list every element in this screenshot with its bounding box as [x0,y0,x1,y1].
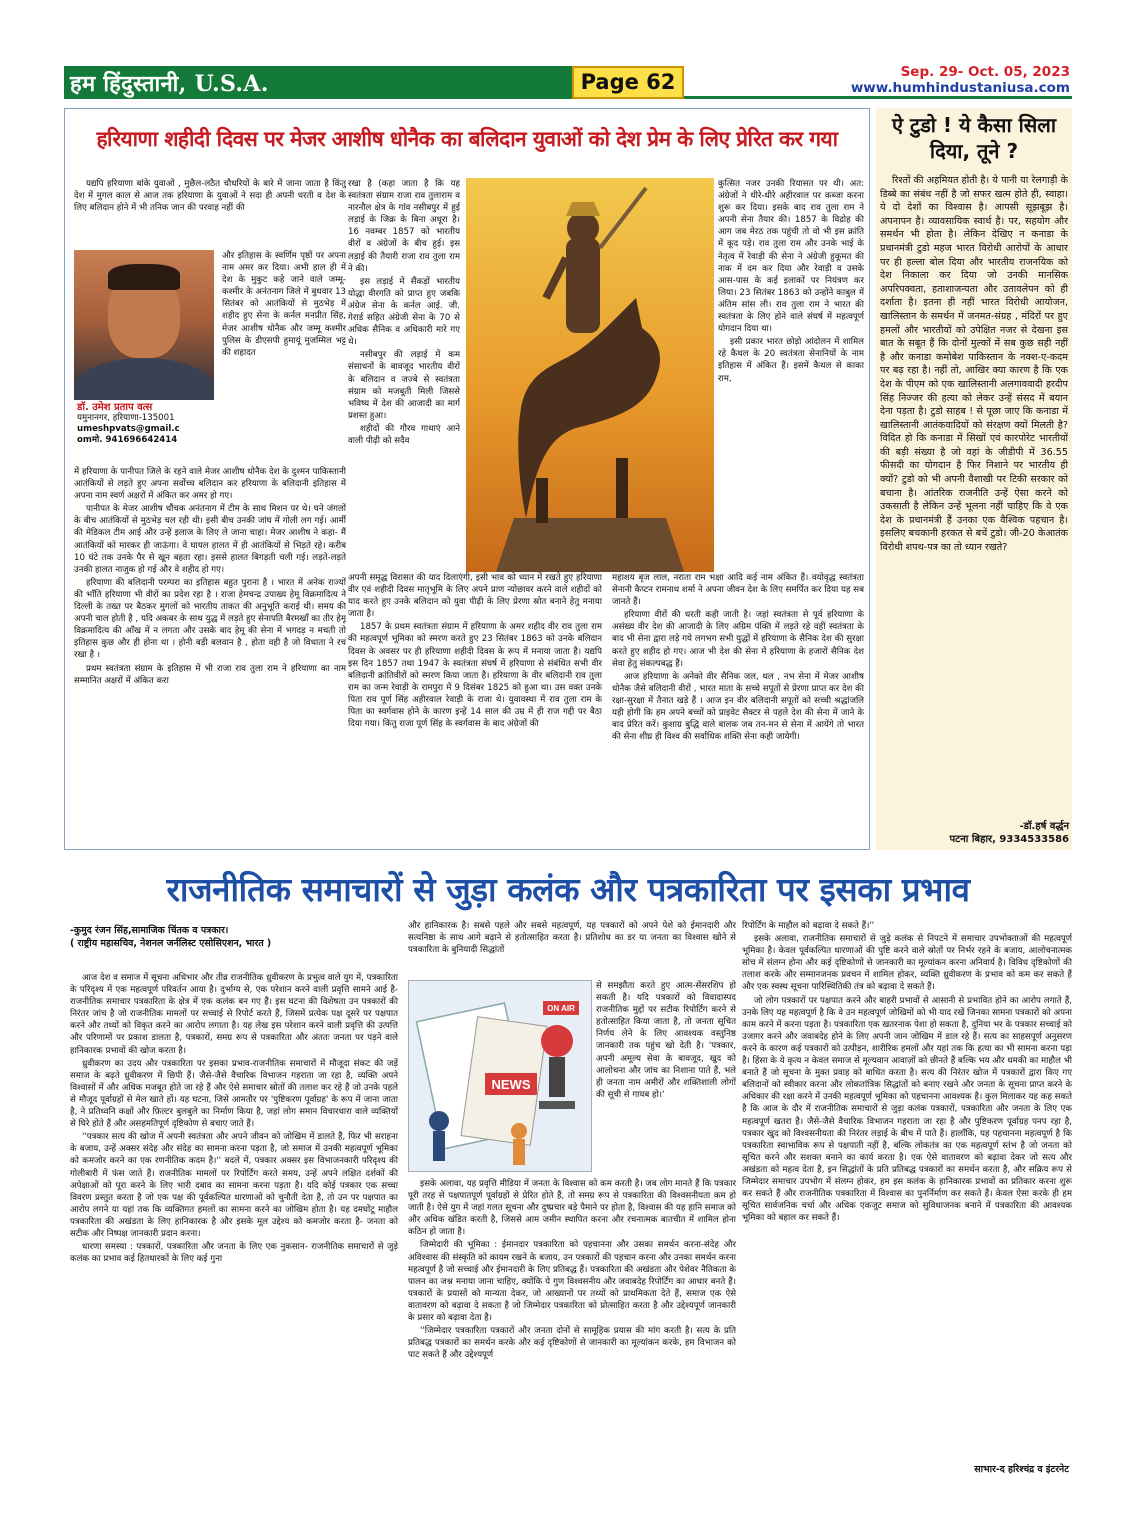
website-link[interactable]: www.humhindustaniusa.com [850,80,1070,96]
masthead-rule [684,96,1072,99]
article2-column-3: रिपोर्टिंग के माहौल को बढ़ावा दे सकते हैं।'' इसके अलावा, राजनीतिक समाचारों से जुड़े कलंक से निपटने में समाचार उपभोक्ताओं की महत्वपूर्ण भूमिका है। केवल पूर्वकल्पित धारणाओं की पुष्टि करने वाले स्रोतों पर निर्भर रहने के बजाय, आलोचनात्मक सोच में संलग्न होना और कई दृष्टिकोणों से जानकारी का मूल्यांकन करना अनिवार्य है। विविध दृष्टिकोणों की तलाश करके और सम्मानजनक प्रवचन में शामिल होकर, व्यक्ति ध्रुवीकरण के प्रभाव को कम कर सकते हैं और एक स्वस्थ सूचना पारिस्थितिकी तंत्र को बढ़ावा दे सकते हैं। जो लोग पत्रकारों पर पक्षपात करने और बाहरी प्रभावों से आसानी से प्रभावित होने का आरोप लगाते हैं, उनके लिए यह महत्वपूर्ण है कि वे उन महत्वपूर्ण जोखिमों को भी याद रखें जिनका सामना पत्रकारों को अपना काम करने में करना पड़ता है। पत्रकारिता एक खतरनाक पेशा हो सकता है, दुनिया भर के पत्रकार सच्चाई को उजागर करने और जवाबदेह होने के लिए अपनी जान जोखिम में डाल रहे हैं। सत्य का साहसपूर्ण अनुसरण करने के कारण कई पत्रकारों को उत्पीड़न, शारीरिक हमलों और यहां तक कि हत्या का भी सामना करना पड़ा है। हिंसा के ये कृत्य न केवल समाज से मूल्यवान आवाज़ों को छीनते हैं बल्कि भय और धमकी का माहौल भी बनाते हैं जो सूचना के मुक्त प्रवाह को बाधित करता है। सत्य की निरंतर खोज में पत्रकारों द्वारा किए गए बलिदानों को स्वीकार करना और लोकतांत्रिक सिद्धांतों को बनाए रखने और जनता के सूचना प्राप्त करने के अधिकार की रक्षा करने में उनकी महत्वपूर्ण भूमिका को पहचानना आवश्यक है। कुल मिलाकर यह कह सकते है कि आज के दौर में राजनीतिक समाचारों से जुड़ा कलंक पत्रकारों, पत्रकारिता और जनता के लिए एक महत्वपूर्ण खतरा है। जैसे-जैसे वैचारिक विभाजन गहराता जा रहा है और पुष्टिकरण पूर्वाग्रह पनप रहा है, पत्रकार खुद को विश्वसनीयता की निरंतर लड़ाई के बीच में पाते हैं। हालाँकि, यह पहचानना महत्वपूर्ण है कि पत्रकारिता स्वाभाविक रूप से पक्षपाती नहीं है, बल्कि लोकतंत्र का एक महत्वपूर्ण स्तंभ है जो जनता को सूचित करने और सशक्त बनाने का कार्य करता है। एक ऐसे वातावरण को बढ़ावा देकर जो सत्य और अखंडता को महत्व देता है, इन सिद्धांतों के प्रति प्रतिबद्ध पत्रकारों का समर्थन करता है, और सक्रिय रूप से जिम्मेदार समाचार उपभोग में संलग्न होकर, हम इस कलंक के हानिकारक प्रभावों का प्रतिकार करना शुरू कर सकते हैं और राजनीतिक पत्रकारिता में विश्वास का पुनर्निर्माण कर सकते हैं। केवल ऐसा करके ही हम सूचित सार्वजनिक चर्चा और अधिक एकजुट समाज को सुविधाजनक बनाने में पत्रकारिता की आवश्यक भूमिका को बहाल कर सकते हैं। [742,921,1072,1224]
sidebar-headline: ऐ टुडो ! ये कैसा सिला दिया, तूने ? [891,113,1057,163]
author-caption [74,400,214,466]
sidebar-body: रिश्तों की अहमियत होती है। ये पानी या रेलगाड़ी के डिब्बे का संबंध नहीं है जो सफर खत्म होते ही, स्वाहा। ये दो देशों का विश्वास है। आपसी सूझबूझ है। अपनापन है। व्यावसायिक स्वार्थ है। पर, सहयोग और समर्थन भी होता है। लेकिन देखिए न कनाडा के प्रधानमंत्री टुडो महज भारत विरोधी आरोपों के आधार पर ही हल्ला बोल दिया और भारतीय राजनयिक को देश निकाला कर दिया जो उनकी मानसिक अपरिपक्वता, हताशाजन्यता और उतावलेपन को ही दर्शाता है। इतना ही नहीं भारत विरोधी आयोजन, खालिस्तान के समर्थन में जनमत-संग्रह , मंदिरों पर हुए हमलों और भारतीयों को उपेक्षित नजर से देखना इस बात के सबूत हैं कि दोनों मुल्कों में सब कुछ सही नहीं है और कनाडा कमोबेश पाकिस्तान के नक्श-ए-कदम पर बढ़ रहा है। नहीं तो, आखिर क्या कारण है कि एक देश के पीएम को एक खालिस्तानी अलगाववादी हरदीप सिंह निज्जर की हत्या को लेकर उन्हें संसद में बयान देना पड़ता है। टुडो साहब ! से पूछा जाए कि कनाडा में खालिस्तानी आतंकवादियों को संरक्षण क्यों मिलती है? विदित हो कि कनाडा में सिखों एवं कारपोरेट भारतीयों की बड़ी संख्या है जो वहां के जीडीपी में 36.55 फीसदी का योगदान है फिर निशाने पर भारतीय ही क्यों? टुडो को भी अपनी वैशाखी पर टिकी सरकार को बचाना है। आंतरिक राजनीति उन्हें ऐसा करने को उकसाती है लेकिन उन्हें भूलना नहीं चाहिए कि वे एक देश के प्रधानमंत्री हैं उनका एक वैश्विक पहचान है। इसलिए बचकानी हरकत से बचें टुडो। जी-20 केआतंक विरोधी शपथ-पत्र का तो ध्यान रखते? [880,175,1068,554]
author-location: यमुनानगर, हरियाणा-135001 [77,413,175,423]
article2-text-beside-image: से समझौता करते हुए आत्म-सेंसरशिप हो सकती है। यदि पत्रकारों को विवादास्पद राजनीतिक मुद्दों पर सटीक रिपोर्टिंग करने से हतोत्साहित किया जाता है, तो जनता सूचित निर्णय लेने के लिए आवश्यक वस्तुनिष्ठ जानकारी तक पहुंच खो देती है। 'पत्रकार, अपनी अमूल्य सेवा के बावजूद, खुद को आलोचना और जांच का निशाना पाते हैं, भले ही जनता नाम अमीरों और शक्तिशाली लोगों की सूची से गायब हो।' [596,981,736,1100]
sidebar-author: -डॉ.हर्ष वर्द्धन [1019,821,1069,832]
article-column-2-bottom: अपनी समृद्ध विरासत की याद दिलाएंगी, इसी भाव को ध्यान में रखते हुए हरियाणा वीर एवं शहीदी दिवस मातृभूमि के लिए अपने प्राण न्योछावर करने वाले शहीदों को याद करते हुए उनके बलिदान को युवा पीढ़ी के लिए प्रेरणा स्रोत बनाने हेतु मनाया जाता है। 1857 के प्रथम स्वतंत्रता संग्राम में हरियाणा के अमर शहीद वीर राव तुला राम की महत्वपूर्ण भूमिका को स्मरण करते हुए 23 सितंबर 1863 को उनके बलिदान दिवस के अवसर पर ही हरियाणा शहीदी दिवस के रूप में मनाया जाता है। यद्यपि इस दिन 1857 तथा 1947 के स्वतंत्रता संघर्ष में हरियाणा से संबंधित सभी वीर बलिदानी क्रांतिवीरों को स्मरण किया जाता है। हरियाणा के वीर बलिदानी राव तुला राम का जन्म रेवाड़ी के रामपुरा में 9 दिसंबर 1825 को हुआ था। उस वक्त उनके पिता राव पूर्ण सिंह अहीरवाल रेवाड़ी के राजा थे। युवावस्था में राव तुला राम के पिता का स्वर्गवास होने के कारण इन्हें 14 साल की उम्र में ही राज गद्दी पर बैठा दिया गया। किंतु राजा पूर्ण सिंह के स्वर्गवास के बाद अंग्रेजों की [348,573,602,730]
article2-byline [70,924,400,950]
article-intro: यद्यपि हरियाणा बांके युवाओं , मुछैल-लठैत चौधरियों के बारे में जाना जाता है किंतु देश में मुगल काल से आज तक हरियाणा के युवाओं ने सदा ही अपनी धरती व देश के लिए बलिदान होने में भी तनिक जान की परवाह नहीं की [74,179,346,214]
byline-author: -कुमुद रंजन सिंह,सामाजिक चिंतक व पत्रकार। [70,925,229,936]
news-label: NEWS [491,1077,531,1092]
issue-date: Sep. 29- Oct. 05, 2023 [900,64,1070,80]
article-headline: हरियाणा शहीदी दिवस पर मेजर आशीष धोनैक का बलिदान युवाओं को देश प्रेम के लिए प्रेरित कर गया [96,126,838,151]
warrior-statue-image [466,178,714,572]
sidebar-signature [950,820,1070,846]
author-name: डॉ. उमेश प्रताप वत्स [77,402,153,413]
author-photo [74,250,214,400]
author-phone: omमो. 941696642414 [77,435,178,445]
article2-headline: राजनीतिक समाचारों से जुड़ा कलंक और पत्रकारिता पर इसका प्रभाव [166,870,970,909]
article-column-3-bottom: महाशय बृज लाल, नराता राम भक्षा आदि कई नाम अंकित हैं। वयोवृद्ध स्वतंत्रता सेनानी कैप्टन रामनाथ शर्मा ने अपना जीवन देश के लिए समर्पित कर दिया यह सब जानते हैं। हरियाणा वीरों की धरती कही जाती है। जहां स्वतंत्रता से पूर्व हरियाणा के असंख्य वीर देश की आजादी के लिए अग्रिम पंक्ति में लड़ते रहे वहीं स्वतंत्रता के बाद भी सेना द्वारा लड़े गये लगभग सभी युद्धों में हरियाणा के सैनिक देश की सुरक्षा करते हुए शहीद हो गए। आज भी देश की सेना में हरियाणा के हजारों सैनिक देश सेवा हेतु संकल्पबद्ध हैं। आज हरियाणा के अनेको वीर सैनिक जल, थल , नभ सेना में मेजर आशीष धोनैक जैसे बलिदानी वीरों , भारत माता के सच्चे सपूतों से प्रेरणा प्राप्त कर देश की रक्षा-सुरक्षा में तैनात खड़े हैं । आज इन वीर बलिदानी सपूतों को सच्ची श्रद्धांजलि यही होगी कि हम अपने बच्चों को प्राइवेट सैक्टर से पहले देश की सेना में जाने के बाद प्रेरित करें। कुशाग्र बुद्धि वाले बालक जब तन-मन से सेना में आयेंगे तो भारत की सेना शीघ्र ही विश्व की सर्वाधिक शक्ति सेना कही जायेगी। [612,573,864,743]
article2-column-2: इसके अलावा, यह प्रवृत्ति मीडिया में जनता के विश्वास को कम करती है। जब लोग मानते हैं कि पत्रकार पूरी तरह से पक्षपातपूर्ण पूर्वाग्रहों से प्रेरित होते हैं, तो समग्र रूप से पत्रकारिता की विश्वसनीयता कम हो जाती है। ऐसे युग में जहां गलत सूचना और दुष्प्रचार बड़े पैमाने पर होता है, विश्वास की यह हानि समाज को और अधिक खंडित करती है, जिससे आम जमीन स्थापित करना और रचनात्मक बातचीत में शामिल होना कठिन हो जाता है। जिम्मेदारी की भूमिका : ईमानदार पत्रकारिता को पहचानना और उसका समर्थन करना-संदेह और अविश्वास की संस्कृति को कायम रखने के बजाय, उन पत्रकारों की पहचान करना और उनका समर्थन करना महत्वपूर्ण है जो सच्चाई और ईमानदारी के लिए प्रतिबद्ध हैं। पत्रकारिता की अखंडता और पेशेवर नैतिकता के पालन का जश्न मनाया जाना चाहिए, क्योंकि ये गुण विश्वसनीय और जवाबदेह रिपोर्टिंग का आधार बनते हैं। पत्रकारों के प्रयासों को मान्यता देकर, जो आख्यानों पर तथ्यों को प्राथमिकता देते हैं, समाज एक ऐसे वातावरण को बढ़ावा दे सकता है जो जिम्मेदार पत्रकारिता को प्रोत्साहित करता है और उद्देश्यपूर्ण जानकारी के प्रसार को बढ़ावा देता है। ''जिम्मेदार पत्रकारिता पत्रकारों और जनता दोनों से सामूहिक प्रयास की मांग करती है। सत्य के प्रति प्रतिबद्ध पत्रकारों का समर्थन करके और कई दृष्टिकोणों से जानकारी का मूल्यांकन करके, हम विभाजन को पाट सकते हैं और उद्देश्यपूर्ण [408,1179,736,1361]
masthead-title: हम हिंदुस्तानी, U.S.A. [70,71,269,97]
article-column-3: कुत्सित नजर उनकी रियासत पर थी। अत: अंग्रेजों ने धीरे-धीरे अहीरवाल पर कब्जा करना शुरू कर दिया। इसके बाद राव तुला राम ने अपनी सेना तैयार की। 1857 के विद्रोह की आग जब मेरठ तक पहुंची तो वो भी इस क्रांति में कूद पड़े। राव तुला राम और उनके भाई के नेतृत्व में रेवाड़ी की सेना ने अंग्रेजी हुकूमत की नाक में दम कर दिया और रेवाड़ी व उसके आस-पास के कई इलाकों पर नियंत्रण कर लिया। 23 सितंबर 1863 को उन्होंने काबुल में अंतिम सांस ली। राव तुला राम ने भारत की स्वतंत्रता के लिए होने वाले संघर्ष में महत्वपूर्ण योगदान दिया था। इसी प्रकार भारत छोड़ो आंदोलन में शामिल रहे कैथल के 20 स्वतंत्रता सेनानियों के नाम इतिहास में अंकित हैं। इसमें कैथल से काका राम, [718,179,864,384]
on-air-label: ON AIR [547,1004,575,1013]
byline-designation: ( राष्ट्रीय महासचिव, नेशनल जर्नलिस्ट एसोसिएशन, भारत ) [70,938,272,949]
article-text-beside-photo: और इतिहास के स्वर्णिम पृष्ठों पर अपना नाम अमर कर दिया। अभी हाल ही में देश के मुकुट कहे जाने वाले जम्मू-कश्मीर के अनंतनाग जिले में बुधवार 13 सितंबर को आतंकियों से मुठभेड़ में शहीद हुए सेना के कर्नल मनप्रीत सिंह, मेजर आशीष धोनैक और जम्मू कश्मीर पुलिस के डीएसपी हुमायूं मुजम्मिल भट्ट की शहादत [222,251,346,358]
article2-column-2-top: और हानिकारक है। सबसे पहले और सबसे महत्वपूर्ण, यह पत्रकारों को अपने पेशे को ईमानदारी और सत्यनिष्ठा के साथ आगे बढ़ाने से हतोत्साहित करता है। प्रतिशोध का डर या जनता का विश्वास खोने से पत्रकारिता के बुनियादी सिद्धांतों [408,921,736,956]
article-column-2: रखा है (कहा जाता है कि यह स्वतंत्रता संग्राम राजा राव तुलाराम व नारनौल क्षेत्र के गांव नसीबपुर में हुई लड़ाई के जिक्र के बिना अधूरा है। 16 नवम्बर 1857 को भारतीय वीरों व अंग्रेजों के बीच हुई। इस लड़ाई की तैयारी राजा राव तुला राम ने की। इस लड़ाई में सैंकड़ों भारतीय योद्धा वीरगति को प्राप्त हुए जबकि अंग्रेज सेना के कर्नल आई. जी. गेरार्ड सहित अंग्रेजी सेना के 70 से अधिक सैनिक व अधिकारी मारे गए थे। नसीबपुर की लड़ाई में कम संसाधनों के बावजूद भारतीय वीरों के बलिदान व जज्बे से स्वतंत्रता संग्राम को मजबूती मिली जिससे भविष्य में देश की आजादी का मार्ग प्रशस्त हुआ। शहीदों की गौरव गाथाएं आने वाली पीढ़ी को सदैव [348,179,460,446]
article2-credit: साभार-द हरिश्चंद्र व इंटरनेट [974,1464,1069,1475]
article2-column-1: आज देश व समाज में सूचना अधिभार और तीव्र राजनीतिक ध्रुवीकरण के प्रभुत्व वाले युग में, पत्रकारिता के परिदृश्य में एक महत्वपूर्ण परिवर्तन आया है। दुर्भाग्य से, एक परेशान करने वाली प्रवृत्ति सामने आई है- राजनीतिक समाचार पत्रकारिता के क्षेत्र में एक कलंक बन गए हैं। इस घटना की विशेषता उन पत्रकारों की निरंतर जांच है जो राजनीतिक मामलों पर सच्चाई से रिपोर्ट करते हैं, जिसमें प्रत्येक पक्ष दूसरे पर पक्षपात करने और तथ्यों को विकृत करने का आरोप लगाता है। यह लेख इस परेशान करने वाली प्रवृत्ति की उत्पत्ति और परिणामों पर प्रकाश डालता है, पत्रकारों, समग्र रूप से पत्रकारिता और अंततः जनता पर पड़ने वाले हानिकारक प्रभावों की खोज करता है। ध्रुवीकरण का उदय और पत्रकारिता पर इसका प्रभाव-राजनीतिक समाचारों में मौजूदा संकट की जड़ें समाज के बढ़ते ध्रुवीकरण में छिपी हैं। जैसे-जैसे वैचारिक विभाजन गहराता जा रहा है, व्यक्ति अपने विश्वासों में और अधिक मजबूत होते जा रहे हैं और ऐसे समाचार स्रोतों की तलाश कर रहे हैं जो उनके पहले से मौजूद पूर्वाग्रहों से मेल खाते हों। यह घटना, जिसे आमतौर पर 'पुष्टिकरण पूर्वाग्रह' के रूप में जाना जाता है, ने प्रतिध्वनि कक्षों और फ़िल्टर बुलबुले का निर्माण किया है, जहां लोग समान विचारधारा वाले व्यक्तियों से घिरे होते हैं और असहमतिपूर्ण दृष्टिकोण से बचाए जाते हैं। ''पत्रकार सत्य की खोज में अपनी स्वतंत्रता और अपने जीवन को जोखिम में डालते हैं, फिर भी सराहना के बजाय, उन्हें अक्सर संदेह और संदेह का सामना करना पड़ता है, जो समाज में उनकी महत्वपूर्ण भूमिका को कमजोर करने का एक रणनीतिक कदम है।'' बदले में, पत्रकार अक्सर इस विभाजनकारी परिदृश्य की गोलीबारी में फंस जाते हैं। राजनीतिक मामलों पर रिपोर्टिंग करते समय, उन्हें अपने लक्षित दर्शकों की अपेक्षाओं को पूरा करने के लिए भारी दबाव का सामना करना पड़ता है। यदि कोई पत्रकार एक सच्चा विवरण प्रस्तुत करता है जो एक पक्ष की पूर्वकल्पित धारणाओं को चुनौती देता है, तो उन पर पक्षपात का आरोप लगने या यहां तक कि व्यक्तिगत हमलों का सामना करने का जोखिम होता है। यह दमघोंटू माहौल पत्रकारिता की अखंडता के लिए हानिकारक है और इसके मूल उद्देश्य को कमजोर करता है- जनता को सटीक और निष्पक्ष जानकारी प्रदान करना। धारणा समस्या : पत्रकारों, पत्रकारिता और जनता के लिए एक नुकसान- राजनीतिक समाचारों से जुड़े कलंक का प्रभाव कई हितधारकों के लिए कई गुना [70,973,398,1265]
author-email: umeshpvats@gmail.c [77,424,180,434]
article-column-1: में हरियाणा के पानीपत जिले के रहने वाले मेजर आशीष धोनैक देश के दुश्मन पाकिस्तानी आतंकियों से लड़ते हुए अपना सर्वोच्च बलिदान कर हरियाणा के बलिदानी इतिहास में अपना नाम स्वर्ण अक्षरों में अंकित कर अमर हो गए। पानीपत के मेजर आशीष धौंचक अनंतनाग में टीम के साथ मिशन पर थे। घने जंगलों के बीच आतंकियों से मुठभेड़ चल रही थी। इसी बीच उनकी जांघ में गोली लग गई। आर्मी की मेडिकल टीम आई और उन्हें इलाज के लिए ले जाना चाहा। मेजर आशीष ने कहा- मैं आतंकियों को मारकर ही जाऊंगा। वे घायल हालत में ही आतंकियों से भिड़ते रहे। करीब 10 घंटे तक उनके पैर से खून बहता रहा। इससे हालत बिगड़ती चली गई। लड़ते-लड़ते उनकी हालत नाजुक हो गई और वे शहीद हो गए। हरियाणा की बलिदानी परम्परा का इतिहास बहुत पुराना है । भारत में अनेक राज्यों की भाँति हरियाणा भी वीरों का प्रदेश रहा है । राजा हेमचन्द्र उपाख्य हेमू विक्रमादित्य ने दिल्ली के तख्त पर बैठकर मुगलों को भारतीय ताकत की अनुभूति कराई थी। समय की अपनी चाल होती है , यदि अकबर के साथ युद्ध में लड़ते हुए सेनापति बैरमखाँ का तीर हेमू विक्रमादित्य की आँख में न लगता और उसके बाद हेमू की सेना में भगदड़ न मचती तो इतिहास कुछ और ही होना था । होनी बड़ी बलवान है , होता वही है जो विधाता ने रच रखा है । प्रथम स्वतंत्रता संग्राम के इतिहास में भी राजा राव तुला राम ने हरियाणा का नाम सम्मानित अक्षरों में अंकित करा [74,467,346,686]
page-number-badge: Page 62 [572,66,684,99]
news-illustration [408,980,592,1172]
sidebar-author-location: पटना बिहार, 9334533586 [949,834,1069,845]
